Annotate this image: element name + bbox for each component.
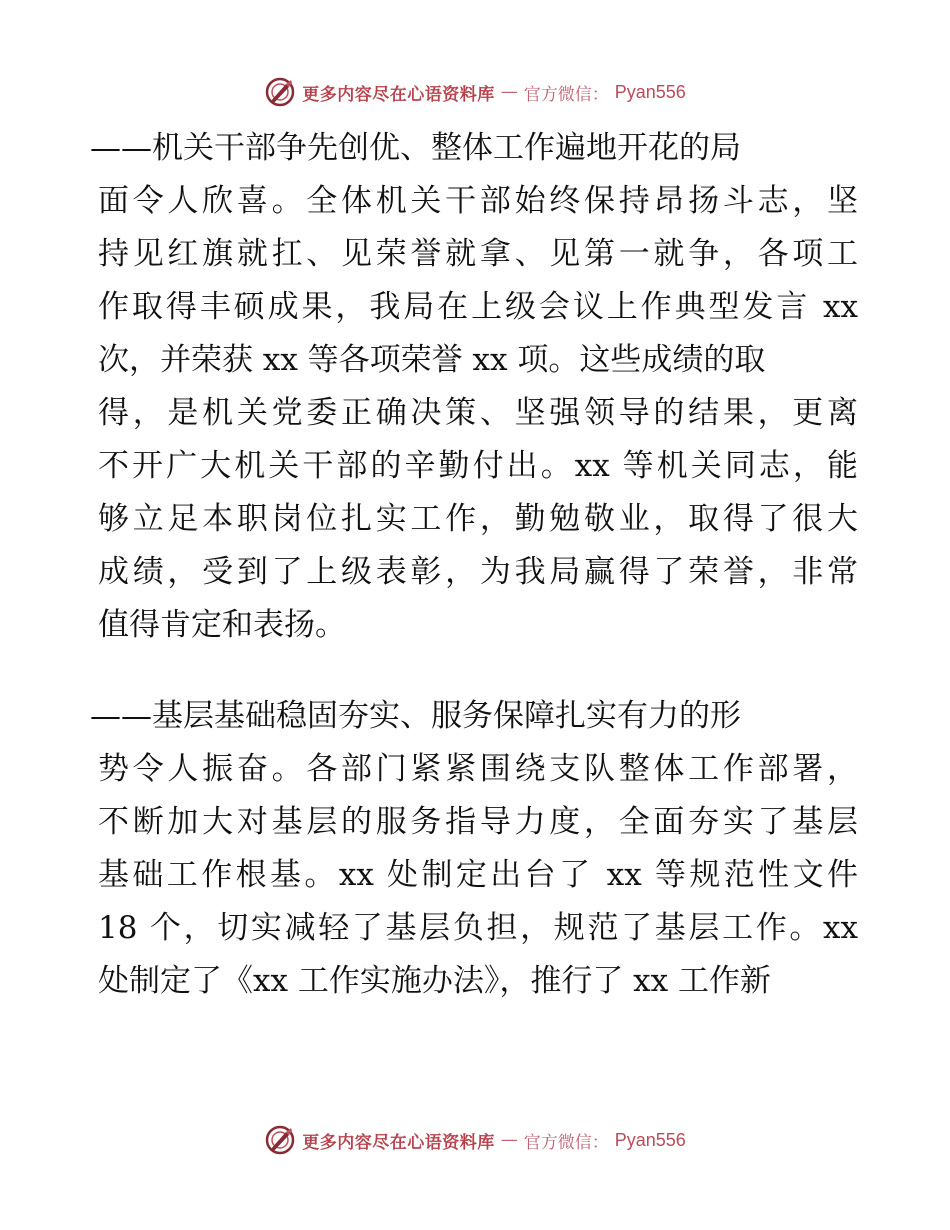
watermark-label: 官方微信： <box>523 84 609 105</box>
text-line: 势令人振奋。各部门紧紧围绕支队整体工作部署， <box>98 751 858 787</box>
header-watermark <box>0 72 950 112</box>
text-line: 面令人欣喜。全体机关干部始终保持昂扬斗志，坚 <box>98 183 858 219</box>
text-line: 18 个，切实减轻了基层负担，规范了基层工作。xx <box>98 910 858 946</box>
text-line: 持见红旗就扛、见荣誉就拿、见第一就争，各项工 <box>98 236 858 272</box>
watermark-label: 官方微信： <box>523 1132 609 1153</box>
watermark-separator: — <box>500 1130 518 1150</box>
text-line: 基础工作根基。xx 处制定出台了 xx 等规范性文件 <box>98 857 858 893</box>
paragraph-1 <box>90 122 858 652</box>
text-line: 得，是机关党委正确决策、坚强领导的结果，更离 <box>98 395 858 431</box>
text-line: 作取得丰硕成果，我局在上级会议上作典型发言 xx <box>98 289 858 325</box>
logo-icon <box>264 1124 296 1156</box>
text-line: 成绩，受到了上级表彰，为我局赢得了荣誉，非常 <box>98 554 858 590</box>
text-line: 值得肯定和表扬。 <box>98 607 346 643</box>
text-line: 不开广大机关干部的辛勤付出。xx 等机关同志，能 <box>98 448 858 484</box>
watermark-site-name: 更多内容尽在心语资料库 <box>302 1132 495 1153</box>
text-line: ——基层基础稳固夯实、服务保障扎实有力的形 <box>90 698 741 734</box>
text-line: 够立足本职岗位扎实工作，勤勉敬业，取得了很大 <box>98 501 858 537</box>
text-line: 不断加大对基层的服务指导力度，全面夯实了基层 <box>98 804 858 840</box>
watermark-site-name: 更多内容尽在心语资料库 <box>302 84 495 105</box>
footer-watermark <box>0 1120 950 1160</box>
watermark-account: Pyan556 <box>614 81 686 102</box>
text-line: 次，并荣获 xx 等各项荣誉 xx 项。这些成绩的取 <box>98 342 766 378</box>
paragraph-2 <box>90 690 858 1008</box>
text-line: ——机关干部争先创优、整体工作遍地开花的局 <box>90 130 741 166</box>
watermark-account: Pyan556 <box>614 1129 686 1150</box>
logo-icon <box>264 76 296 108</box>
text-line: 处制定了《xx 工作实施办法》，推行了 xx 工作新 <box>98 963 771 999</box>
watermark-separator: — <box>500 82 518 102</box>
